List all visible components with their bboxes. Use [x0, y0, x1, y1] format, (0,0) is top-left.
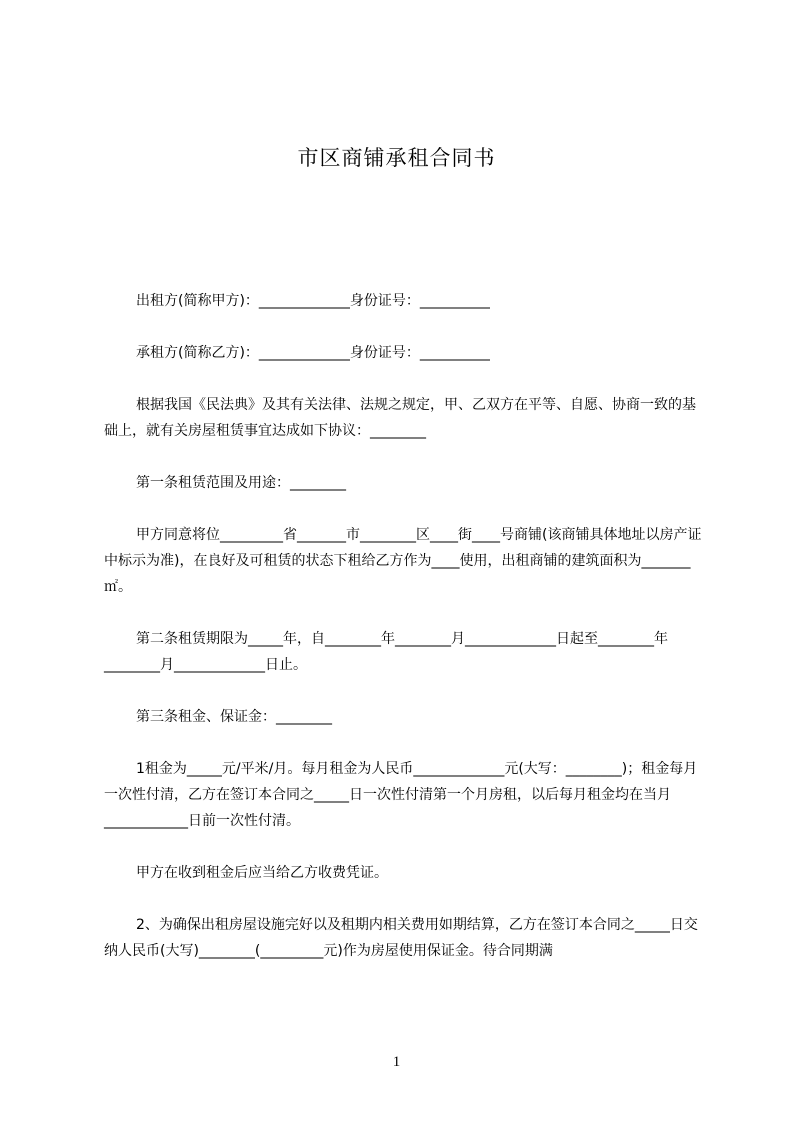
document-body	[104, 288, 708, 990]
paragraph-article-3-heading: 第三条租金、保证金：________	[136, 709, 332, 725]
paragraph-article-1-body: 甲方同意将位_________省_______市________区____街____号商铺(该商铺具体地址以房产证中标示为准)，在良好及可租赁的状态下租给乙方作为____使用，出租商铺的建筑面积为_______㎡。	[104, 527, 702, 595]
page-number: 1	[392, 1054, 401, 1070]
paragraph-lessee: 承租方(简称乙方)：_____________身份证号：__________	[136, 345, 490, 361]
paragraph-preamble: 根据我国《民法典》及其有关法律、法规之规定，甲、乙双方在平等、自愿、协商一致的基础上，就有关房屋租赁事宜达成如下协议：________	[104, 397, 696, 439]
paragraph-article-2: 第二条租赁期限为_____年，自________年________月_____________日起至________年________月_____________日止。	[104, 631, 668, 673]
paragraph-lessor: 出租方(简称甲方)：_____________身份证号：__________	[136, 293, 490, 309]
paragraph-article-1-heading: 第一条租赁范围及用途：________	[136, 475, 346, 491]
paragraph-deposit: 2、为确保出租房屋设施完好以及租期内相关费用如期结算，乙方在签订本合同之_____日交纳人民币(大写)________(_________元)作为房屋使用保证金。待合同期满	[104, 917, 698, 959]
paragraph-rent: 1租金为_____元/平米/月。每月租金为人民币_____________元(大写：________)；租金每月一次性付清，乙方在签订本合同之_____日一次性付清第一个月房租，以后每月租金均在当月____________日前一次性付清。	[104, 761, 698, 829]
document-title: 市区商铺承租合同书	[297, 146, 496, 170]
paragraph-receipt: 甲方在收到租金后应当给乙方收费凭证。	[136, 865, 388, 881]
